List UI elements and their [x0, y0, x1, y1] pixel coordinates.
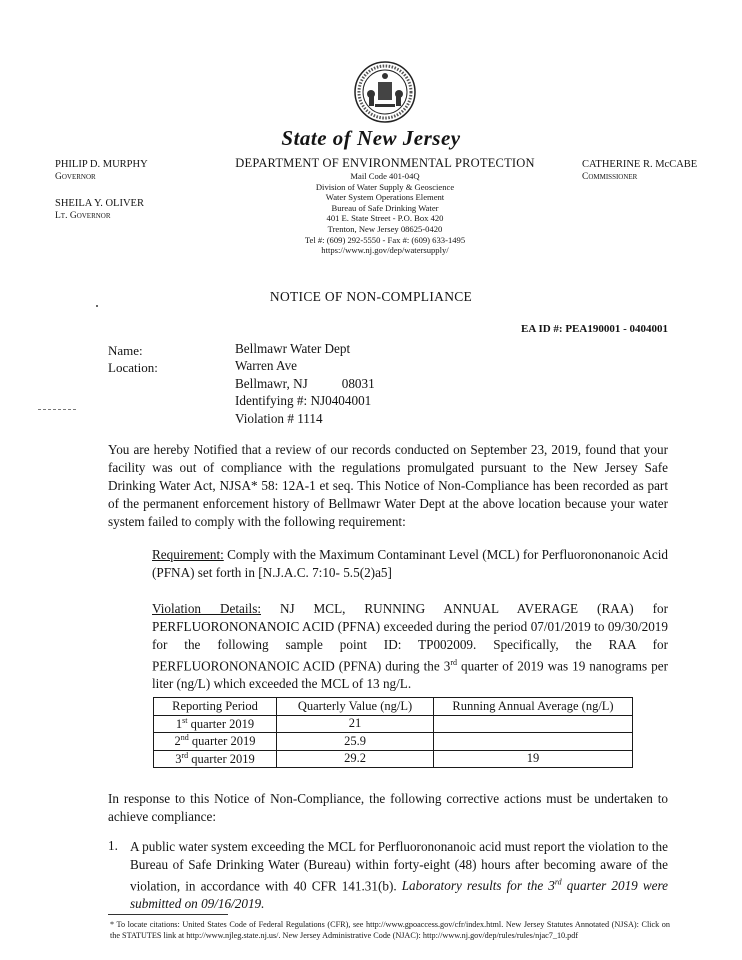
raa-cell [434, 733, 633, 751]
value-cell: 21 [277, 715, 434, 733]
violation-label: Violation Details: [152, 601, 261, 616]
table-row [154, 733, 633, 751]
violation-number: Violation # 1114 [235, 410, 323, 426]
field-labels [108, 342, 158, 376]
violation-paragraph [152, 600, 668, 693]
ea-id-value: PEA190001 - 0404001 [565, 323, 668, 335]
table-row [154, 750, 633, 768]
location-label: Location: [108, 360, 158, 375]
period-cell: 3rd quarter 2019 [154, 750, 277, 768]
department-name: DEPARTMENT OF ENVIRONMENTAL PROTECTION [235, 156, 535, 170]
value-cell: 29.2 [277, 750, 434, 768]
item-text: A public water system exceeding the MCL for Perfluorononanoic acid must report the violation to the Bureau of Safe Drinking Water (Bureau) within forty-eight (48) hours after becoming aware of the violation, in accordance with 40 CFR 141.31(b). [130, 839, 668, 894]
facility-zip: 08031 [341, 375, 375, 391]
scan-speck [96, 305, 98, 307]
item-italic-b: quarter 2019 were submitted on 09/16/2019. [130, 878, 668, 912]
item-italic-a: Laboratory results for the 3 [401, 878, 555, 894]
street-address: 401 E. State Street - P.O. Box 420 [326, 213, 444, 224]
raa-cell: 19 [434, 750, 633, 768]
facility-street: Warren Ave [235, 358, 298, 374]
requirement-text: Comply with the Maximum Contaminant Level (MCL) for Perfluorononanoic Acid (PFNA) set forth in [N.J.A.C. 7:10- 5.5(2)a5] [152, 547, 668, 580]
phone-fax: Tel #: (609) 292-5550 - Fax #: (609) 633-1495 [304, 234, 466, 245]
commissioner-name: CATHERINE R. McCABE [582, 159, 698, 170]
period-cell: 1st quarter 2019 [154, 715, 277, 733]
footnote: * To locate citations: United States Code of Federal Regulations (CFR), see http://www.gpoaccess.gov/cfr/index.html. New Jersey Statutes Annotated (NJSA): Click on the STATUTES link at http://www.njleg.state.nj.us/. New Jersey Administrative Code (NJAC): http://www.nj.gov/dep/rules/rules/njac7_10.pdf [110, 920, 670, 940]
scan-dash-mark [38, 409, 76, 410]
item-ordinal: rd [554, 878, 562, 887]
results-table [153, 697, 633, 768]
value-cell: 25.9 [277, 733, 434, 751]
ea-id [521, 323, 668, 335]
governor-title: Governor [55, 172, 96, 182]
requirement-paragraph [152, 546, 668, 582]
state-seal-icon [353, 60, 417, 124]
commissioner-block [582, 158, 697, 184]
notice-title: NOTICE OF NON-COMPLIANCE [269, 289, 473, 304]
footnote-divider [108, 914, 228, 915]
facility-name: Bellmawr Water Dept [235, 341, 351, 356]
violation-text-b: quarter of 2019 was 19 nanograms per liter (ng/L) which exceeded the MCL of 13 ng/L. [152, 658, 668, 692]
violation-text-a: NJ MCL, RUNNING ANNUAL AVERAGE (RAA) for PERFLUORONONANOIC ACID (PFNA) exceeded during the period 07/01/2019 to 09/30/2019 for the following sample point ID: TP002009. Specifically, the RAA for PERFLUORONONANOIC ACID (PFNA) during the 3 [152, 601, 669, 674]
commissioner-title: Commissioner [582, 172, 638, 182]
identifying-number: Identifying #: NJ0404001 [235, 393, 372, 409]
table-row [154, 715, 633, 733]
table-header: Quarterly Value (ng/L) [277, 698, 434, 716]
item-number: 1. [108, 838, 118, 853]
division: Division of Water Supply & Geoscience [315, 181, 455, 192]
field-values [235, 340, 375, 427]
governor-name: PHILIP D. MURPHY [55, 159, 148, 170]
department-address-block [210, 156, 560, 256]
city-address: Trenton, New Jersey 08625-0420 [327, 223, 443, 234]
state-title: State of New Jersey [281, 126, 461, 150]
lt-governor-title: Lt. Governor [55, 211, 111, 221]
department-url[interactable]: https://www.nj.gov/dep/watersupply/ [321, 245, 449, 256]
element: Water System Operations Element [325, 192, 445, 203]
raa-cell [434, 715, 633, 733]
ea-id-label: EA ID #: [521, 323, 563, 335]
requirement-label: Requirement: [152, 547, 224, 562]
facility-city: Bellmawr, NJ [235, 375, 308, 391]
mail-code: Mail Code 401-04Q [350, 171, 420, 181]
corrective-action-item [130, 838, 668, 913]
name-label: Name: [108, 343, 143, 358]
notification-paragraph: You are hereby Notified that a review of our records conducted on September 23, 2019, found that your facility was out of compliance with the regulations promulgated pursuant to the New Jersey Safe Drinking Water Act, NJSA* 58: 12A-1 et seq. This Notice of Non-Compliance has been recorded as part of the permanent enforcement history of Bellmawr Water Dept at the above location because your water system failed to comply with the following requirement: [108, 442, 668, 529]
facility-city-zip [235, 375, 375, 392]
governor-block [55, 158, 148, 223]
period-cell: 2nd quarter 2019 [154, 733, 277, 751]
response-paragraph: In response to this Notice of Non-Compliance, the following corrective actions must be undertaken to achieve compliance: [108, 791, 668, 824]
violation-ordinal: rd [450, 658, 457, 667]
lt-governor-name: SHEILA Y. OLIVER [55, 198, 144, 209]
table-header: Running Annual Average (ng/L) [434, 698, 633, 716]
table-header: Reporting Period [154, 698, 277, 716]
table-header-row [154, 698, 633, 716]
bureau: Bureau of Safe Drinking Water [331, 202, 439, 213]
